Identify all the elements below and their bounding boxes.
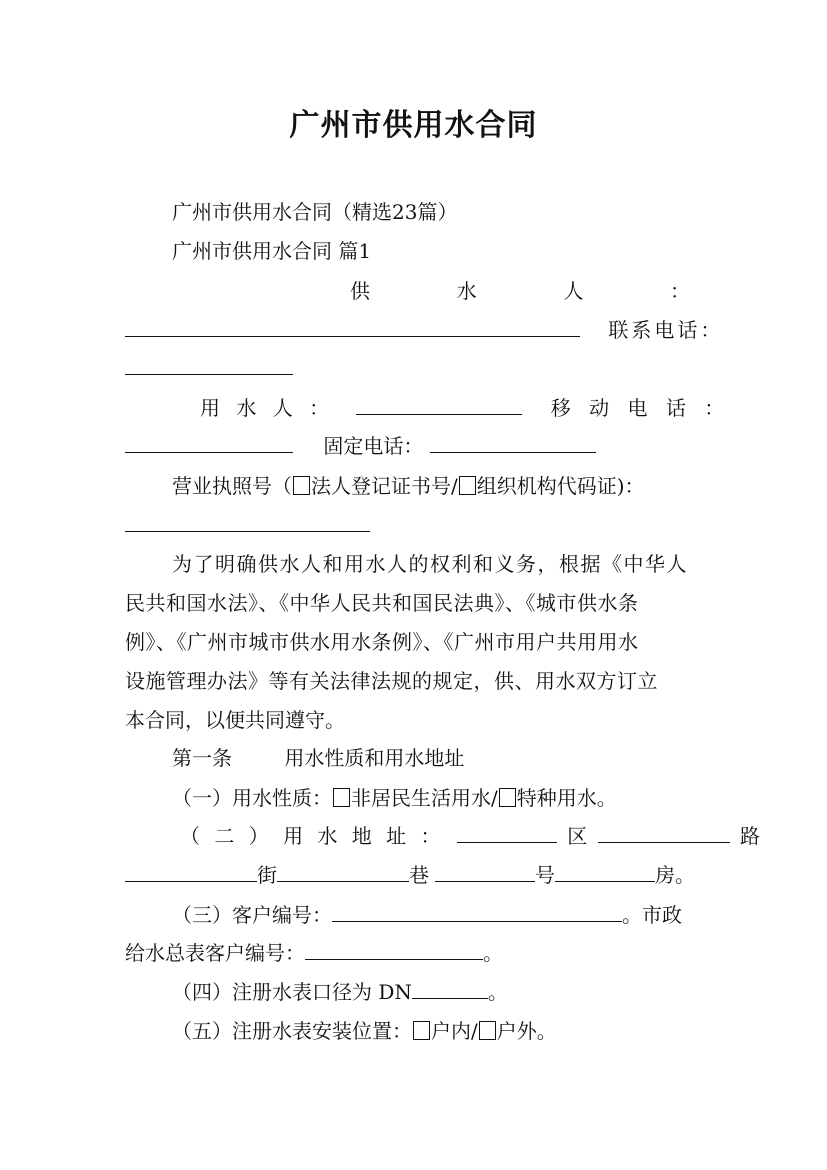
item-meter-location: （五）注册水表安装位置： 户内/ 户外。: [172, 1019, 557, 1043]
supplier-label: 供 水 人 ：: [350, 279, 690, 303]
item-meter-diameter: （四）注册水表口径为 DN 。: [172, 980, 508, 1004]
item-customer-no: （三）客户编号： 。市政: [172, 903, 682, 927]
item-address-line1: （ 二 ） 用 水 地 址 ： 区 路: [180, 824, 760, 848]
fixed-phone-blank: [430, 432, 596, 453]
street-blank: [125, 861, 257, 882]
district-blank: [457, 822, 557, 843]
mobile-blank: [125, 432, 293, 453]
dn-blank: [412, 978, 488, 999]
fixed-phone-label: 固定电话：: [323, 434, 424, 458]
checkbox-icon[interactable]: [293, 476, 310, 495]
customer-no-blank: [332, 901, 622, 922]
checkbox-icon[interactable]: [499, 788, 516, 807]
user-blank: [356, 394, 522, 415]
paragraph-line: 例》、《广州市城市供水用水条例》、《广州市用户共用用水: [125, 630, 639, 654]
contact-phone-line: [125, 354, 293, 382]
license-line: 营业执照号（ 法人登记证书号/ 组织机构代码证)：: [172, 474, 645, 498]
road-blank: [598, 822, 730, 843]
checkbox-icon[interactable]: [413, 1021, 430, 1040]
supplier-blank: [125, 316, 580, 337]
paragraph-line: 本合同，以便共同遵守。: [125, 708, 345, 732]
checkbox-icon[interactable]: [459, 476, 476, 495]
master-meter-blank: [305, 939, 483, 960]
document-title: 广州市供用水合同: [289, 108, 538, 143]
lane-blank: [277, 861, 409, 882]
checkbox-icon[interactable]: [333, 788, 350, 807]
user-label: 用 水 人 ：: [200, 396, 335, 420]
paragraph-line: 为了明确供水人和用水人的权利和义务，根据《中华人: [172, 552, 688, 576]
license-blank: [125, 511, 370, 532]
paragraph-line: 设施管理办法》等有关法律法规的规定，供、用水双方订立: [125, 669, 658, 693]
article-heading: 第一条 用水性质和用水地址: [172, 746, 465, 770]
checkbox-icon[interactable]: [479, 1021, 496, 1040]
item-customer-no-line2: 给水总表客户编号： 。: [125, 941, 503, 965]
section-heading: 广州市供用水合同 篇1: [172, 239, 372, 263]
room-blank: [555, 861, 655, 882]
user-line: [200, 394, 731, 422]
contact-phone-label: 联系电话：: [608, 318, 724, 342]
supplier-line: [125, 316, 723, 344]
contact-phone-blank: [125, 354, 293, 375]
mobile-label: 移 动 电 话 ：: [550, 396, 731, 420]
license-blank-line: [125, 511, 370, 539]
paragraph-line: 民共和国水法》、《中华人民共和国民法典》、《城市供水条: [125, 591, 639, 615]
item-address-line2: 街 巷 号 房。: [125, 861, 695, 889]
number-blank: [435, 861, 535, 882]
item-water-nature: （一）用水性质： 非居民生活用水/ 特种用水。: [172, 786, 617, 810]
subtitle: 广州市供用水合同（精选23篇）: [172, 200, 458, 224]
fixed-phone-line: [125, 432, 596, 460]
